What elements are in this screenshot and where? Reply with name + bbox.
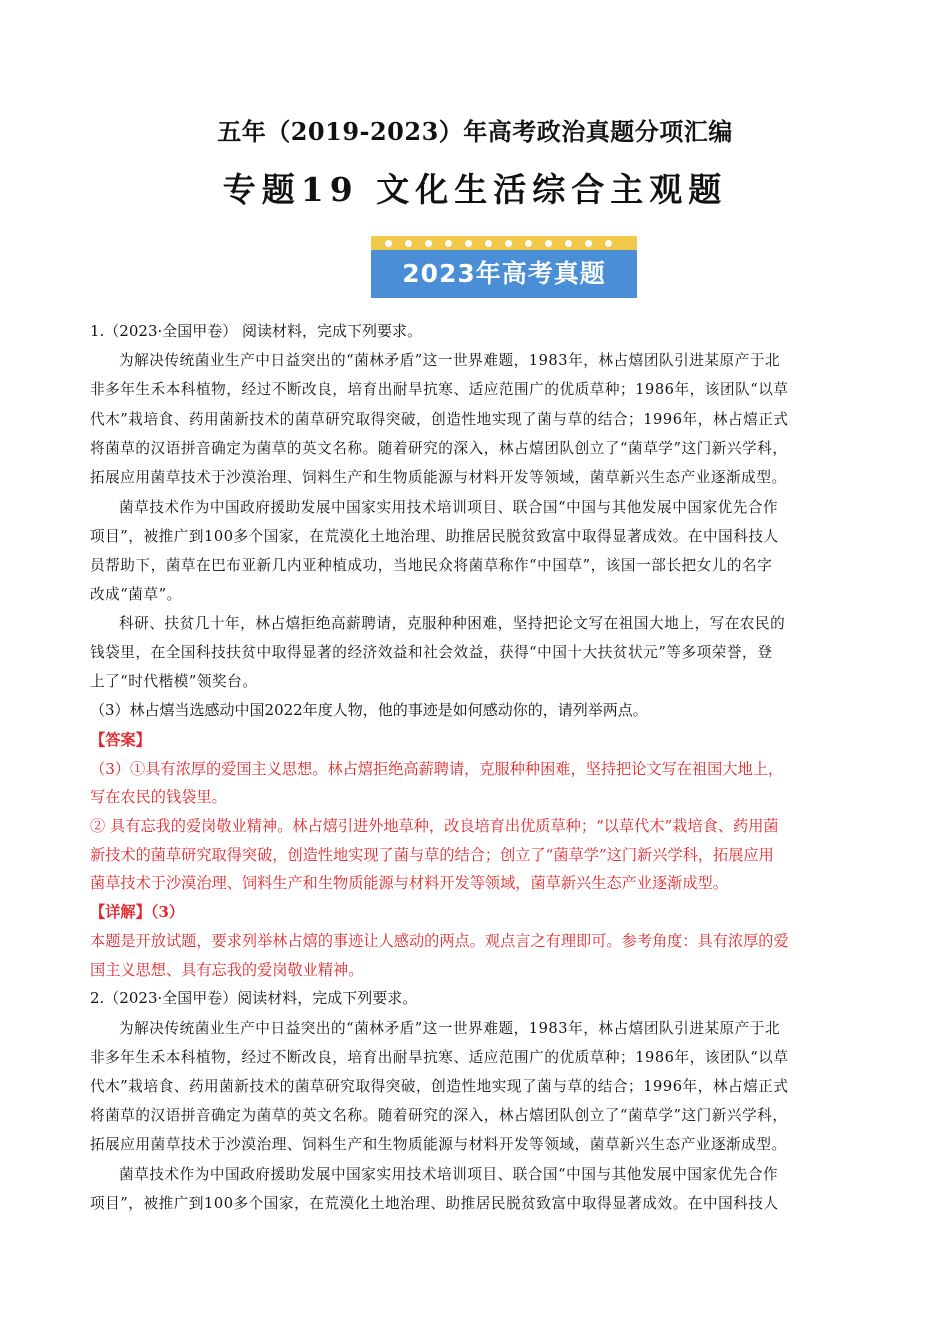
detail-line: 国主义思想、具有忘我的爱岗敬业精神。 [90, 961, 364, 979]
answer-label: 【答案】 [90, 731, 151, 749]
answer-line: 新技术的菌草研究取得突破，创造性地实现了菌与草的结合；创立了“菌草学”这门新兴学科，拓展应用 [90, 846, 774, 864]
question-1-material-line: 为解决传统菌业生产中日益突出的“菌林矛盾”这一世界难题，1983年，林占熺团队引进某原产于北 [119, 352, 781, 369]
question-1-material-line: 将菌草的汉语拼音确定为菌草的英文名称。随着研究的深入，林占熺团队创立了“菌草学”这门新兴学科， [90, 440, 788, 457]
answer-line: 菌草技术于沙漠治理、饲料生产和生物质能源与材料开发等领域，菌草新兴生态产业逐渐成型。 [90, 874, 728, 892]
question-1-material-line: 菌草技术作为中国政府援助发展中国家实用技术培训项目、联合国“中国与其他发展中国家优先合作 [119, 499, 779, 516]
detail-number: （3） [150, 903, 185, 921]
question-2-material-line: 非多年生禾本科植物，经过不断改良，培育出耐旱抗寒、适应范围广的优质草种；1986年，该团队“以草 [90, 1049, 789, 1066]
question-1-material-line: 科研、扶贫几十年，林占熺拒绝高薪聘请，克服种种困难，坚持把论文写在祖国大地上，写在农民的 [119, 615, 786, 632]
detail-label: 【详解】 [90, 903, 151, 921]
question-2-material-line: 拓展应用菌草技术于沙漠治理、饲料生产和生物质能源与材料开发等领域，菌草新兴生态产业逐渐成型。 [90, 1136, 787, 1153]
question-1-material-line: 代木”栽培食、药用菌新技术的菌草研究取得突破，创造性地实现了菌与草的结合；1996年，林占熺正式 [90, 411, 789, 428]
question-1-material-line: 非多年生禾本科植物，经过不断改良，培育出耐旱抗寒、适应范围广的优质草种；1986年，该团队“以草 [90, 381, 789, 398]
question-1-stem: 1.（2023·全国甲卷） 阅读材料，完成下列要求。 [90, 322, 423, 340]
question-2-stem: 2.（2023·全国甲卷）阅读材料，完成下列要求。 [90, 989, 418, 1007]
question-2-material-line: 将菌草的汉语拼音确定为菌草的英文名称。随着研究的深入，林占熺团队创立了“菌草学”这门新兴学科， [90, 1107, 788, 1124]
question-1-material-line: 员帮助下，菌草在巴布亚新几内亚种植成功，当地民众将菌草称作“中国草”，该国一部长把女儿的名字 [90, 557, 773, 574]
question-1-material-line: 拓展应用菌草技术于沙漠治理、饲料生产和生物质能源与材料开发等领域，菌草新兴生态产业逐渐成型。 [90, 469, 787, 486]
question-2-material-line: 项目”，被推广到100多个国家，在荒漠化土地治理、助推居民脱贫致富中取得显著成效。在中国科技人 [90, 1195, 779, 1212]
answer-line: 写在农民的钱袋里。 [90, 788, 227, 806]
section-banner [371, 236, 637, 298]
answer-line: （3）①具有浓厚的爱国主义思想。林占熺拒绝高薪聘请，克服种种困难，坚持把论文写在祖国大地上， [90, 760, 784, 778]
banner-label: 2023年高考真题 [371, 250, 637, 298]
question-2-material-line: 代木”栽培食、药用菌新技术的菌草研究取得突破，创造性地实现了菌与草的结合；1996年，林占熺正式 [90, 1078, 789, 1095]
question-1-task: （3）林占熺当选感动中国2022年度人物，他的事迹是如何感动你的，请列举两点。 [90, 701, 648, 719]
question-2-material-line: 菌草技术作为中国政府援助发展中国家实用技术培训项目、联合国“中国与其他发展中国家优先合作 [119, 1166, 779, 1183]
question-1-material-line: 项目”，被推广到100多个国家，在荒漠化土地治理、助推居民脱贫致富中取得显著成效。在中国科技人 [90, 528, 779, 545]
question-1-material-line: 上了“时代楷模”领奖台。 [90, 673, 258, 690]
document-title: 五年（2019-2023）年高考政治真题分项汇编 [217, 117, 733, 146]
document-subtitle: 专题19 文化生活综合主观题 [222, 170, 728, 209]
detail-heading [90, 902, 890, 922]
banner-ring-strip [371, 236, 637, 250]
question-1-material-line: 钱袋里，在全国科技扶贫中取得显著的经济效益和社会效益，获得“中国十大扶贫状元”等多项荣誉，登 [90, 644, 773, 661]
question-2-material-line: 为解决传统菌业生产中日益突出的“菌林矛盾”这一世界难题，1983年，林占熺团队引进某原产于北 [119, 1020, 781, 1037]
question-1-material-line: 改成“菌草”。 [90, 586, 182, 603]
detail-line: 本题是开放试题，要求列举林占熺的事迹让人感动的两点。观点言之有理即可。参考角度：具有浓厚的爱 [90, 932, 789, 950]
answer-line: ② 具有忘我的爱岗敬业精神。林占熺引进外地草种，改良培育出优质草种；“以草代木”栽培食、药用菌 [90, 817, 779, 835]
